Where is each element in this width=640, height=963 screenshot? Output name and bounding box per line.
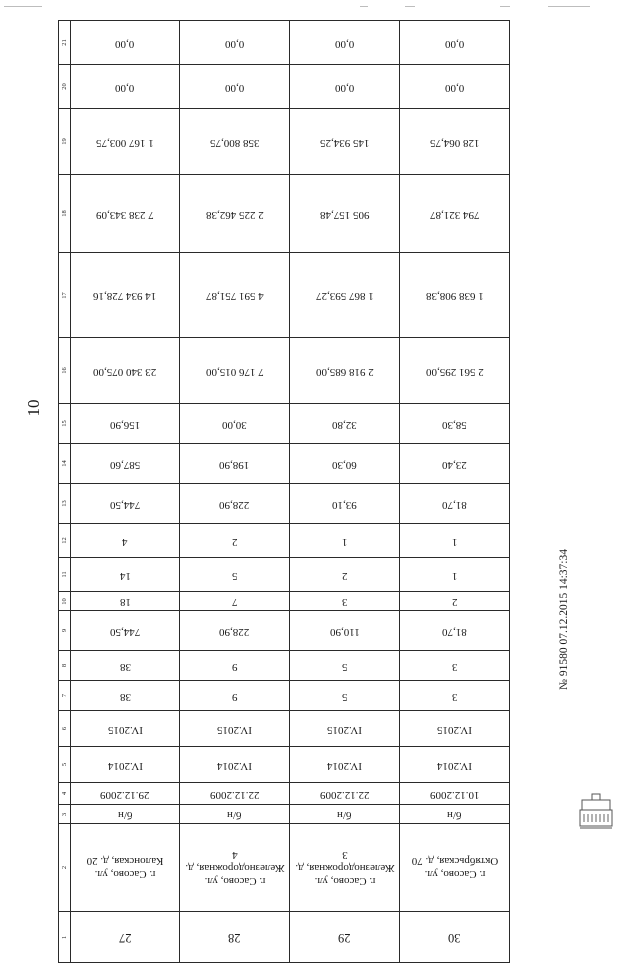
cell-value: 9 bbox=[231, 660, 238, 673]
table-cell bbox=[71, 592, 180, 611]
column-index-label: 20 bbox=[61, 83, 68, 90]
table-row bbox=[59, 253, 510, 338]
table-cell bbox=[400, 109, 510, 175]
cell-value: 0,00 bbox=[115, 37, 135, 50]
column-index bbox=[59, 253, 71, 338]
cell-value: 18 bbox=[119, 596, 131, 608]
table-cell bbox=[180, 824, 290, 912]
column-index bbox=[59, 65, 71, 109]
cell-value: 0,00 bbox=[224, 81, 245, 94]
table-row bbox=[59, 444, 510, 484]
table-cell bbox=[290, 824, 400, 912]
table-cell bbox=[290, 444, 400, 484]
table-cell bbox=[180, 912, 290, 963]
table-cell bbox=[290, 65, 400, 109]
table-cell bbox=[71, 444, 180, 484]
cell-value: 198,90 bbox=[219, 458, 250, 471]
cell-value: 23 340 075,00 bbox=[93, 365, 157, 378]
column-index bbox=[59, 747, 71, 783]
table-row bbox=[59, 747, 510, 783]
column-index-label: 21 bbox=[61, 39, 68, 46]
cell-value: 3 bbox=[451, 660, 458, 673]
column-index-label: 13 bbox=[61, 500, 68, 507]
table-row bbox=[59, 338, 510, 404]
register-table bbox=[58, 20, 510, 963]
cell-value: б/н bbox=[337, 809, 352, 821]
table-cell bbox=[71, 912, 180, 963]
table-cell bbox=[400, 524, 510, 558]
column-index-label: 9 bbox=[61, 628, 68, 633]
column-index-label: 18 bbox=[61, 210, 68, 217]
cell-value: 1 bbox=[451, 535, 458, 548]
table-cell bbox=[400, 912, 510, 963]
table-cell bbox=[71, 109, 180, 175]
table-cell bbox=[290, 524, 400, 558]
cell-value: IV.2015 bbox=[327, 723, 362, 736]
table-cell bbox=[180, 404, 290, 444]
cell-value: 228,90 bbox=[219, 498, 250, 511]
table-cell bbox=[71, 524, 180, 558]
table-cell bbox=[400, 404, 510, 444]
cell-value: 744,50 bbox=[109, 625, 141, 638]
cell-value: г. Сасово, ул. Калонская, д. 20 bbox=[86, 855, 164, 880]
table-cell bbox=[400, 592, 510, 611]
table-cell bbox=[290, 912, 400, 963]
table-cell bbox=[400, 558, 510, 592]
cell-value: 30,00 bbox=[222, 418, 247, 431]
table-cell bbox=[71, 805, 180, 824]
cell-value: 22.12.2009 bbox=[209, 788, 260, 801]
cell-value: IV.2015 bbox=[217, 723, 252, 736]
cell-value: 794 321,87 bbox=[429, 208, 480, 221]
column-index bbox=[59, 805, 71, 824]
column-index bbox=[59, 338, 71, 404]
column-index bbox=[59, 175, 71, 253]
table-cell bbox=[71, 484, 180, 524]
cell-value: IV.2014 bbox=[437, 759, 472, 772]
table-row bbox=[59, 558, 510, 592]
cell-value: 7 176 015,00 bbox=[205, 365, 264, 378]
table-cell bbox=[290, 592, 400, 611]
column-index-label: 16 bbox=[61, 367, 68, 374]
cell-value: 1 167 003,75 bbox=[96, 136, 154, 149]
table-cell bbox=[180, 805, 290, 824]
table-row bbox=[59, 592, 510, 611]
scan-edge-marks bbox=[0, 0, 640, 12]
cell-value: 38 bbox=[119, 660, 131, 673]
table-cell bbox=[71, 253, 180, 338]
table-row bbox=[59, 783, 510, 805]
table-cell bbox=[290, 404, 400, 444]
column-index bbox=[59, 611, 71, 651]
table-row bbox=[59, 611, 510, 651]
cell-value: IV.2014 bbox=[107, 759, 143, 772]
cell-value: 228,90 bbox=[219, 625, 250, 638]
cell-value: 905 157,48 bbox=[319, 208, 370, 221]
table-cell bbox=[180, 711, 290, 747]
column-index bbox=[59, 824, 71, 912]
cell-value: 2 225 462,38 bbox=[205, 208, 264, 221]
table-cell bbox=[290, 338, 400, 404]
cell-value: 2 918 685,00 bbox=[315, 365, 374, 378]
column-index-label: 11 bbox=[61, 571, 68, 578]
table-cell bbox=[180, 484, 290, 524]
page-number: 10 bbox=[24, 399, 43, 417]
table-cell bbox=[400, 484, 510, 524]
table-cell bbox=[71, 651, 180, 681]
table-cell bbox=[180, 611, 290, 651]
table-cell bbox=[71, 558, 180, 592]
table-row bbox=[59, 404, 510, 444]
table-row bbox=[59, 65, 510, 109]
column-index-label: 10 bbox=[61, 597, 68, 605]
column-index bbox=[59, 558, 71, 592]
table-cell bbox=[290, 711, 400, 747]
cell-value: 30 bbox=[448, 931, 461, 945]
table-cell bbox=[400, 444, 510, 484]
table-cell bbox=[290, 747, 400, 783]
column-index-label: 19 bbox=[61, 138, 68, 145]
table-cell bbox=[290, 651, 400, 681]
cell-value: 7 238 343,09 bbox=[96, 208, 154, 221]
table-cell bbox=[400, 805, 510, 824]
cell-value: 1 bbox=[451, 569, 458, 582]
column-index bbox=[59, 404, 71, 444]
table-cell bbox=[400, 21, 510, 65]
table-cell bbox=[290, 681, 400, 711]
cell-value: 32,80 bbox=[332, 418, 357, 431]
table-cell bbox=[290, 21, 400, 65]
table-cell bbox=[71, 338, 180, 404]
cell-value: 93,10 bbox=[332, 498, 357, 511]
table-cell bbox=[180, 524, 290, 558]
cell-value: 58,30 bbox=[442, 418, 467, 431]
table-cell bbox=[400, 338, 510, 404]
cell-value: 10.12.2009 bbox=[429, 788, 480, 801]
cell-value: 5 bbox=[341, 660, 348, 673]
cell-value: 7 bbox=[231, 596, 238, 608]
table-cell bbox=[180, 253, 290, 338]
table-cell bbox=[290, 783, 400, 805]
column-index-label: 15 bbox=[61, 420, 68, 427]
table-cell bbox=[290, 175, 400, 253]
column-index bbox=[59, 444, 71, 484]
table-cell bbox=[180, 558, 290, 592]
column-index-label: 17 bbox=[61, 291, 68, 299]
column-index bbox=[59, 109, 71, 175]
column-index bbox=[59, 592, 71, 611]
cell-value: 110,90 bbox=[329, 625, 360, 638]
column-index bbox=[59, 524, 71, 558]
cell-value: 9 bbox=[231, 690, 238, 703]
cell-value: 81,70 bbox=[442, 498, 467, 511]
cell-value: 0,00 bbox=[334, 81, 355, 94]
cell-value: 4 591 751,87 bbox=[205, 290, 264, 302]
table-cell bbox=[290, 109, 400, 175]
cell-value: б/н bbox=[447, 809, 462, 821]
column-index-label: 1 bbox=[61, 935, 68, 939]
column-index-label: 8 bbox=[61, 663, 68, 668]
table-row bbox=[59, 681, 510, 711]
cell-value: 38 bbox=[119, 690, 131, 703]
cell-value: 29.12.2009 bbox=[100, 788, 150, 801]
cell-value: 22.12.2009 bbox=[319, 788, 370, 801]
table-cell bbox=[290, 611, 400, 651]
cell-value: 0,00 bbox=[224, 37, 245, 50]
cell-value: 0,00 bbox=[334, 37, 355, 50]
table-cell bbox=[71, 747, 180, 783]
table-cell bbox=[180, 65, 290, 109]
table-row bbox=[59, 109, 510, 175]
cell-value: г. Сасово, ул. Железнодорожная, д. 3 bbox=[294, 848, 395, 887]
cell-value: 28 bbox=[228, 931, 241, 945]
cell-value: 29 bbox=[338, 931, 351, 945]
cell-value: 1 867 593,27 bbox=[315, 290, 374, 302]
table-cell bbox=[71, 21, 180, 65]
table-cell bbox=[180, 175, 290, 253]
cell-value: 358 800,75 bbox=[209, 136, 260, 149]
cell-value: 3 bbox=[341, 596, 348, 608]
table-cell bbox=[180, 592, 290, 611]
table-cell bbox=[400, 65, 510, 109]
cell-value: 1 bbox=[341, 535, 348, 548]
cell-value: 4 bbox=[122, 535, 128, 548]
table-cell bbox=[180, 783, 290, 805]
cell-value: б/н bbox=[227, 809, 242, 821]
table-row bbox=[59, 524, 510, 558]
table-cell bbox=[400, 651, 510, 681]
table-cell bbox=[180, 747, 290, 783]
table-row bbox=[59, 824, 510, 912]
column-index bbox=[59, 651, 71, 681]
table-cell bbox=[180, 444, 290, 484]
table-cell bbox=[71, 175, 180, 253]
column-index bbox=[59, 484, 71, 524]
cell-value: 27 bbox=[118, 931, 132, 945]
table-cell bbox=[290, 805, 400, 824]
table-cell bbox=[71, 824, 180, 912]
column-index-label: 4 bbox=[61, 791, 68, 796]
cell-value: IV.2014 bbox=[217, 759, 252, 772]
coat-of-arms-icon bbox=[578, 790, 614, 832]
cell-value: 587,60 bbox=[109, 458, 141, 471]
cell-value: 60,30 bbox=[332, 458, 357, 471]
column-index bbox=[59, 681, 71, 711]
table-cell bbox=[400, 175, 510, 253]
table-cell bbox=[180, 651, 290, 681]
table-row bbox=[59, 711, 510, 747]
table-row bbox=[59, 175, 510, 253]
cell-value: г. Сасово, ул. Октябрьская, д. 70 bbox=[411, 855, 498, 880]
table-cell bbox=[180, 681, 290, 711]
table-cell bbox=[290, 253, 400, 338]
cell-value: 0,00 bbox=[115, 81, 135, 94]
column-index-label: 2 bbox=[61, 865, 68, 870]
cell-value: 5 bbox=[231, 569, 238, 582]
cell-value: 744,50 bbox=[109, 498, 141, 511]
cell-value: г. Сасово, ул. Железнодорожная, д. 4 bbox=[184, 848, 285, 887]
cell-value: 156,90 bbox=[109, 418, 141, 431]
cell-value: 145 934,25 bbox=[319, 136, 370, 149]
cell-value: 3 bbox=[451, 690, 458, 703]
cell-value: 81,70 bbox=[442, 625, 467, 638]
table-row bbox=[59, 912, 510, 963]
cell-value: 1 638 908,38 bbox=[425, 290, 484, 302]
table-cell bbox=[400, 711, 510, 747]
cell-value: 2 561 295,00 bbox=[425, 365, 484, 378]
column-index-label: 3 bbox=[61, 812, 68, 816]
cell-value: IV.2015 bbox=[437, 723, 472, 736]
table-cell bbox=[400, 747, 510, 783]
cell-value: 23,40 bbox=[442, 458, 467, 471]
table-row bbox=[59, 21, 510, 65]
column-index bbox=[59, 912, 71, 963]
table-cell bbox=[400, 824, 510, 912]
cell-value: 14 bbox=[119, 569, 131, 582]
table-cell bbox=[290, 484, 400, 524]
table-row bbox=[59, 484, 510, 524]
cell-value: 5 bbox=[341, 690, 348, 703]
column-index-label: 14 bbox=[61, 460, 68, 467]
table-cell bbox=[71, 65, 180, 109]
table-cell bbox=[71, 681, 180, 711]
table-cell bbox=[180, 21, 290, 65]
table-cell bbox=[400, 611, 510, 651]
table-cell bbox=[400, 681, 510, 711]
table-cell bbox=[71, 783, 180, 805]
table-cell bbox=[180, 338, 290, 404]
column-index bbox=[59, 21, 71, 65]
table-cell bbox=[180, 109, 290, 175]
cell-value: 0,00 bbox=[444, 81, 465, 94]
table-row bbox=[59, 805, 510, 824]
column-index-label: 7 bbox=[61, 693, 68, 698]
table-cell bbox=[71, 404, 180, 444]
cell-value: 2 bbox=[341, 569, 348, 582]
cell-value: IV.2015 bbox=[107, 723, 143, 736]
cell-value: 128 064,75 bbox=[429, 136, 480, 149]
column-index-label: 5 bbox=[61, 762, 68, 767]
table-cell bbox=[71, 711, 180, 747]
table-row bbox=[59, 651, 510, 681]
cell-value: 2 bbox=[451, 596, 458, 608]
column-index-label: 6 bbox=[61, 726, 68, 731]
column-index bbox=[59, 783, 71, 805]
table-cell bbox=[71, 611, 180, 651]
table-cell bbox=[290, 558, 400, 592]
column-index bbox=[59, 711, 71, 747]
registration-stamp: № 91580 07.12.2015 14:37:34 bbox=[558, 549, 570, 690]
table-cell bbox=[400, 253, 510, 338]
cell-value: IV.2014 bbox=[327, 759, 362, 772]
cell-value: б/н bbox=[117, 809, 133, 821]
cell-value: 14 934 728,16 bbox=[93, 290, 157, 302]
cell-value: 0,00 bbox=[444, 37, 465, 50]
column-index-label: 12 bbox=[61, 537, 68, 544]
table-cell bbox=[400, 783, 510, 805]
cell-value: 2 bbox=[231, 535, 238, 548]
